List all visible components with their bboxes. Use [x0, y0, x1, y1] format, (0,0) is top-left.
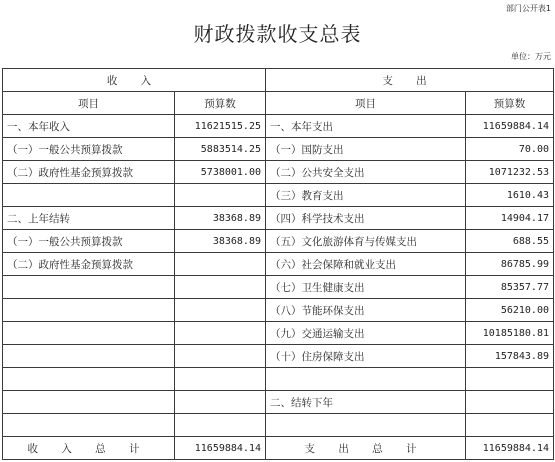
expense-item-cell: （六）社会保障和就业支出: [266, 253, 466, 276]
form-number: 部门公开表1: [505, 4, 551, 13]
income-item-cell: [3, 345, 175, 368]
income-item-cell: [3, 184, 175, 207]
income-value-cell: [175, 276, 266, 299]
income-item-cell: （一）一般公共预算拨款: [3, 230, 175, 253]
income-item-cell: [3, 299, 175, 322]
expense-value-cell: 56210.00: [466, 299, 554, 322]
expense-item-cell: （一）国防支出: [266, 138, 466, 161]
expense-item-header: 项目: [266, 92, 466, 115]
income-value-cell: [175, 184, 266, 207]
expense-item-cell: （十）住房保障支出: [266, 345, 466, 368]
expense-item-cell: （八）节能环保支出: [266, 299, 466, 322]
expense-value-cell: 1071232.53: [466, 161, 554, 184]
table-row: [3, 230, 554, 253]
expense-item-cell: （三）教育支出: [266, 184, 466, 207]
expense-item-cell: （九）交通运输支出: [266, 322, 466, 345]
expense-value-cell: 70.00: [466, 138, 554, 161]
header-row-sections: [3, 69, 554, 92]
table-row: [3, 345, 554, 368]
expense-section-header: 支 出: [266, 69, 554, 92]
expense-item-cell: 二、结转下年: [266, 391, 466, 414]
expense-value-cell: 14904.17: [466, 207, 554, 230]
income-item-cell: [3, 276, 175, 299]
expense-item-cell: （二）公共安全支出: [266, 161, 466, 184]
expense-value-cell: 85357.77: [466, 276, 554, 299]
expense-item-cell: （四）科学技术支出: [266, 207, 466, 230]
table-row: [3, 368, 554, 391]
table-row: [3, 299, 554, 322]
expense-value-cell: 688.55: [466, 230, 554, 253]
income-section-header: 收 入: [3, 69, 266, 92]
income-total-label: 收 入 总 计: [3, 437, 175, 460]
expense-item-cell: [266, 368, 466, 391]
table-row: [3, 138, 554, 161]
expense-item-cell: 一、本年支出: [266, 115, 466, 138]
expense-value-cell: 157843.89: [466, 345, 554, 368]
table-row: [3, 253, 554, 276]
income-item-cell: 一、本年收入: [3, 115, 175, 138]
expense-value-cell: 86785.99: [466, 253, 554, 276]
income-value-cell: [175, 299, 266, 322]
income-item-cell: （二）政府性基金预算拨款: [3, 161, 175, 184]
unit-label: 单位：万元: [511, 52, 551, 61]
income-item-cell: （一）一般公共预算拨款: [3, 138, 175, 161]
income-item-header: 项目: [3, 92, 175, 115]
page-title: 财政拨款收支总表: [193, 22, 362, 46]
expense-total-label: 支 出 总 计: [266, 437, 466, 460]
income-item-cell: 二、上年结转: [3, 207, 175, 230]
income-value-cell: [175, 391, 266, 414]
income-item-cell: （二）政府性基金预算拨款: [3, 253, 175, 276]
table-row: [3, 115, 554, 138]
table-row: [3, 184, 554, 207]
table-row: [3, 322, 554, 345]
table-row: [3, 276, 554, 299]
expense-value-cell: [466, 368, 554, 391]
income-budget-header: 预算数: [175, 92, 266, 115]
income-value-cell: [175, 253, 266, 276]
income-value-cell: [175, 345, 266, 368]
income-item-cell: [3, 322, 175, 345]
table-row: [3, 414, 554, 437]
income-value-cell: 38368.89: [175, 207, 266, 230]
expense-item-cell: （五）文化旅游体育与传媒支出: [266, 230, 466, 253]
income-value-cell: [175, 368, 266, 391]
income-item-cell: [3, 368, 175, 391]
table-row: [3, 161, 554, 184]
expense-value-cell: 11659884.14: [466, 115, 554, 138]
income-value-cell: 5883514.25: [175, 138, 266, 161]
header-row-columns: [3, 92, 554, 115]
income-value-cell: [175, 414, 266, 437]
income-value-cell: 11621515.25: [175, 115, 266, 138]
table-row: [3, 391, 554, 414]
income-item-cell: [3, 414, 175, 437]
income-value-cell: [175, 322, 266, 345]
expense-value-cell: [466, 391, 554, 414]
income-value-cell: 5738001.00: [175, 161, 266, 184]
income-value-cell: 38368.89: [175, 230, 266, 253]
totals-row: [3, 437, 554, 460]
income-item-cell: [3, 391, 175, 414]
expense-item-cell: （七）卫生健康支出: [266, 276, 466, 299]
expense-item-cell: [266, 414, 466, 437]
expense-value-cell: 10185180.81: [466, 322, 554, 345]
table-row: [3, 207, 554, 230]
expense-budget-header: 预算数: [466, 92, 554, 115]
income-total-value: 11659884.14: [175, 437, 266, 460]
expense-total-value: 11659884.14: [466, 437, 554, 460]
expense-value-cell: [466, 414, 554, 437]
budget-table: [2, 68, 554, 460]
expense-value-cell: 1610.43: [466, 184, 554, 207]
